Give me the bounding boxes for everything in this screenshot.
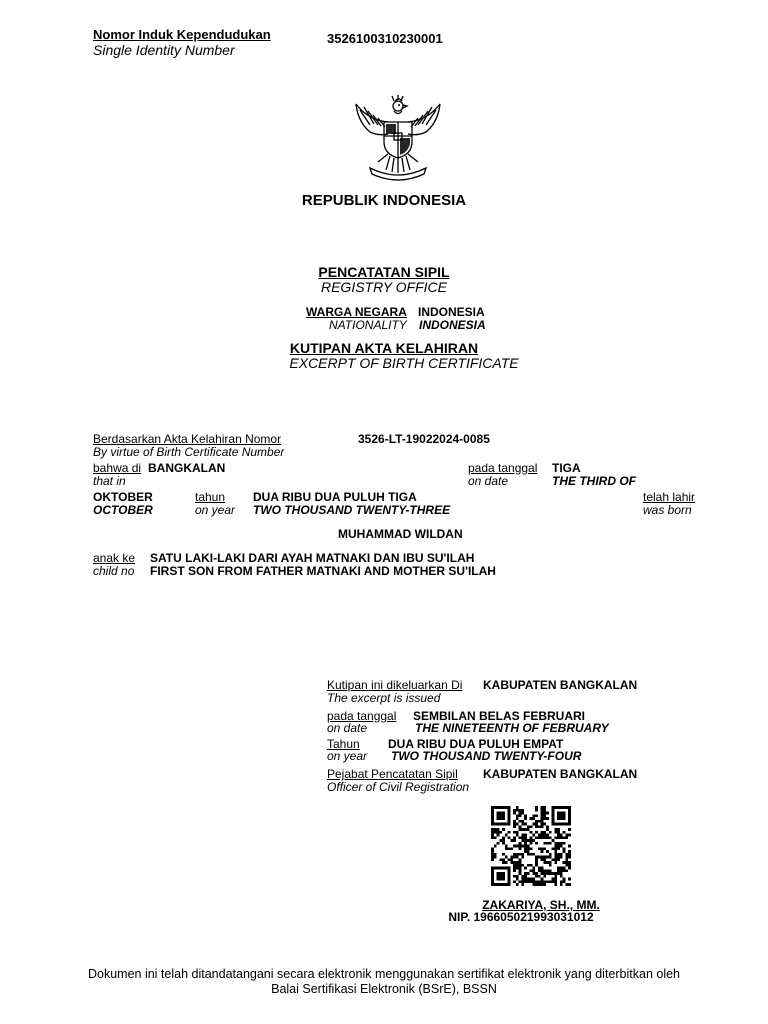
footer-note — [40, 967, 728, 997]
issue-year-value: DUA RIBU DUA PULUH EMPAT — [388, 737, 564, 751]
child-order-label: anak ke — [93, 551, 136, 565]
birth-date-label-en: on date — [468, 474, 509, 488]
officer-label: Pejabat Pencatatan Sipil — [327, 767, 458, 781]
birth-month-value: OKTOBER — [93, 490, 153, 504]
nik-label-en: Single Identity Number — [93, 42, 235, 58]
issued-at-label-en: The excerpt is issued — [327, 691, 441, 705]
birth-year-label: tahun — [195, 490, 226, 504]
child-order-value: SATU LAKI-LAKI DARI AYAH MATNAKI DAN IBU SU'ILAH — [150, 551, 475, 565]
birth-date-value: TIGA — [552, 461, 581, 475]
born-label: telah lahir — [643, 490, 696, 504]
birth-place-label-en: that in — [93, 474, 126, 488]
birth-place-value: BANGKALAN — [148, 461, 226, 475]
nationality-value-en: INDONESIA — [419, 318, 486, 332]
birth-date-label: pada tanggal — [468, 461, 538, 475]
signer-nip: NIP. 196605021993031012 — [448, 910, 594, 924]
issue-year-label: Tahun — [327, 737, 360, 751]
cert-number-value: 3526-LT-19022024-0085 — [358, 432, 490, 446]
officer-label-en: Officer of Civil Registration — [327, 780, 470, 794]
signer-name: ZAKARIYA, SH., MM. — [482, 898, 600, 912]
qr-code-icon[interactable] — [491, 806, 571, 886]
country-title: REPUBLIK INDONESIA — [301, 192, 467, 209]
nationality-label-en: NATIONALITY — [329, 318, 407, 332]
document-title: KUTIPAN AKTA KELAHIRAN — [289, 340, 479, 356]
footer-line-2: Balai Sertifikasi Elektronik (BSrE), BSSN — [271, 982, 497, 996]
birth-year-value-en: TWO THOUSAND TWENTY-THREE — [253, 503, 451, 517]
born-label-en: was born — [643, 503, 692, 517]
officer-value: KABUPATEN BANGKALAN — [483, 767, 638, 781]
child-order-value-en: FIRST SON FROM FATHER MATNAKI AND MOTHER SU'ILAH — [150, 564, 496, 578]
child-order-label-en: child no — [93, 564, 135, 578]
document-title-en: EXCERPT OF BIRTH CERTIFICATE — [289, 355, 519, 371]
cert-number-label-en: By virtue of Birth Certificate Number — [93, 445, 285, 459]
office-title-en: REGISTRY OFFICE — [320, 279, 447, 295]
nik-label: Nomor Induk Kependudukan — [93, 27, 271, 42]
nationality-value: INDONESIA — [418, 305, 485, 319]
footer-line-1: Dokumen ini telah ditandatangani secara elektronik menggunakan sertifikat elektronik yang diterbitkan oleh — [87, 967, 681, 981]
issue-date-label-en: on date — [327, 721, 368, 735]
issue-date-value: SEMBILAN BELAS FEBRUARI — [413, 709, 586, 723]
nik-value: 3526100310230001 — [327, 31, 443, 46]
nationality-label: WARGA NEGARA — [306, 305, 407, 319]
cert-number-label: Berdasarkan Akta Kelahiran Nomor — [93, 432, 282, 446]
issue-year-label-en: on year — [327, 749, 368, 763]
child-name: MUHAMMAD WILDAN — [338, 527, 463, 541]
birth-year-value: DUA RIBU DUA PULUH TIGA — [253, 490, 417, 504]
birth-place-label: bahwa di — [93, 461, 142, 475]
issue-date-label: pada tanggal — [327, 709, 397, 723]
office-title: PENCATATAN SIPIL — [318, 264, 450, 280]
issued-at-value: KABUPATEN BANGKALAN — [483, 678, 638, 692]
issue-year-value-en: TWO THOUSAND TWENTY-FOUR — [391, 749, 582, 763]
issued-at-label: Kutipan ini dikeluarkan Di — [327, 678, 463, 692]
issue-date-value-en: THE NINETEENTH OF FEBRUARY — [415, 721, 609, 735]
birth-month-value-en: OCTOBER — [93, 503, 153, 517]
garuda-pancasila-emblem-icon — [348, 92, 448, 182]
birth-date-value-en: THE THIRD OF — [552, 474, 636, 488]
birth-year-label-en: on year — [195, 503, 236, 517]
